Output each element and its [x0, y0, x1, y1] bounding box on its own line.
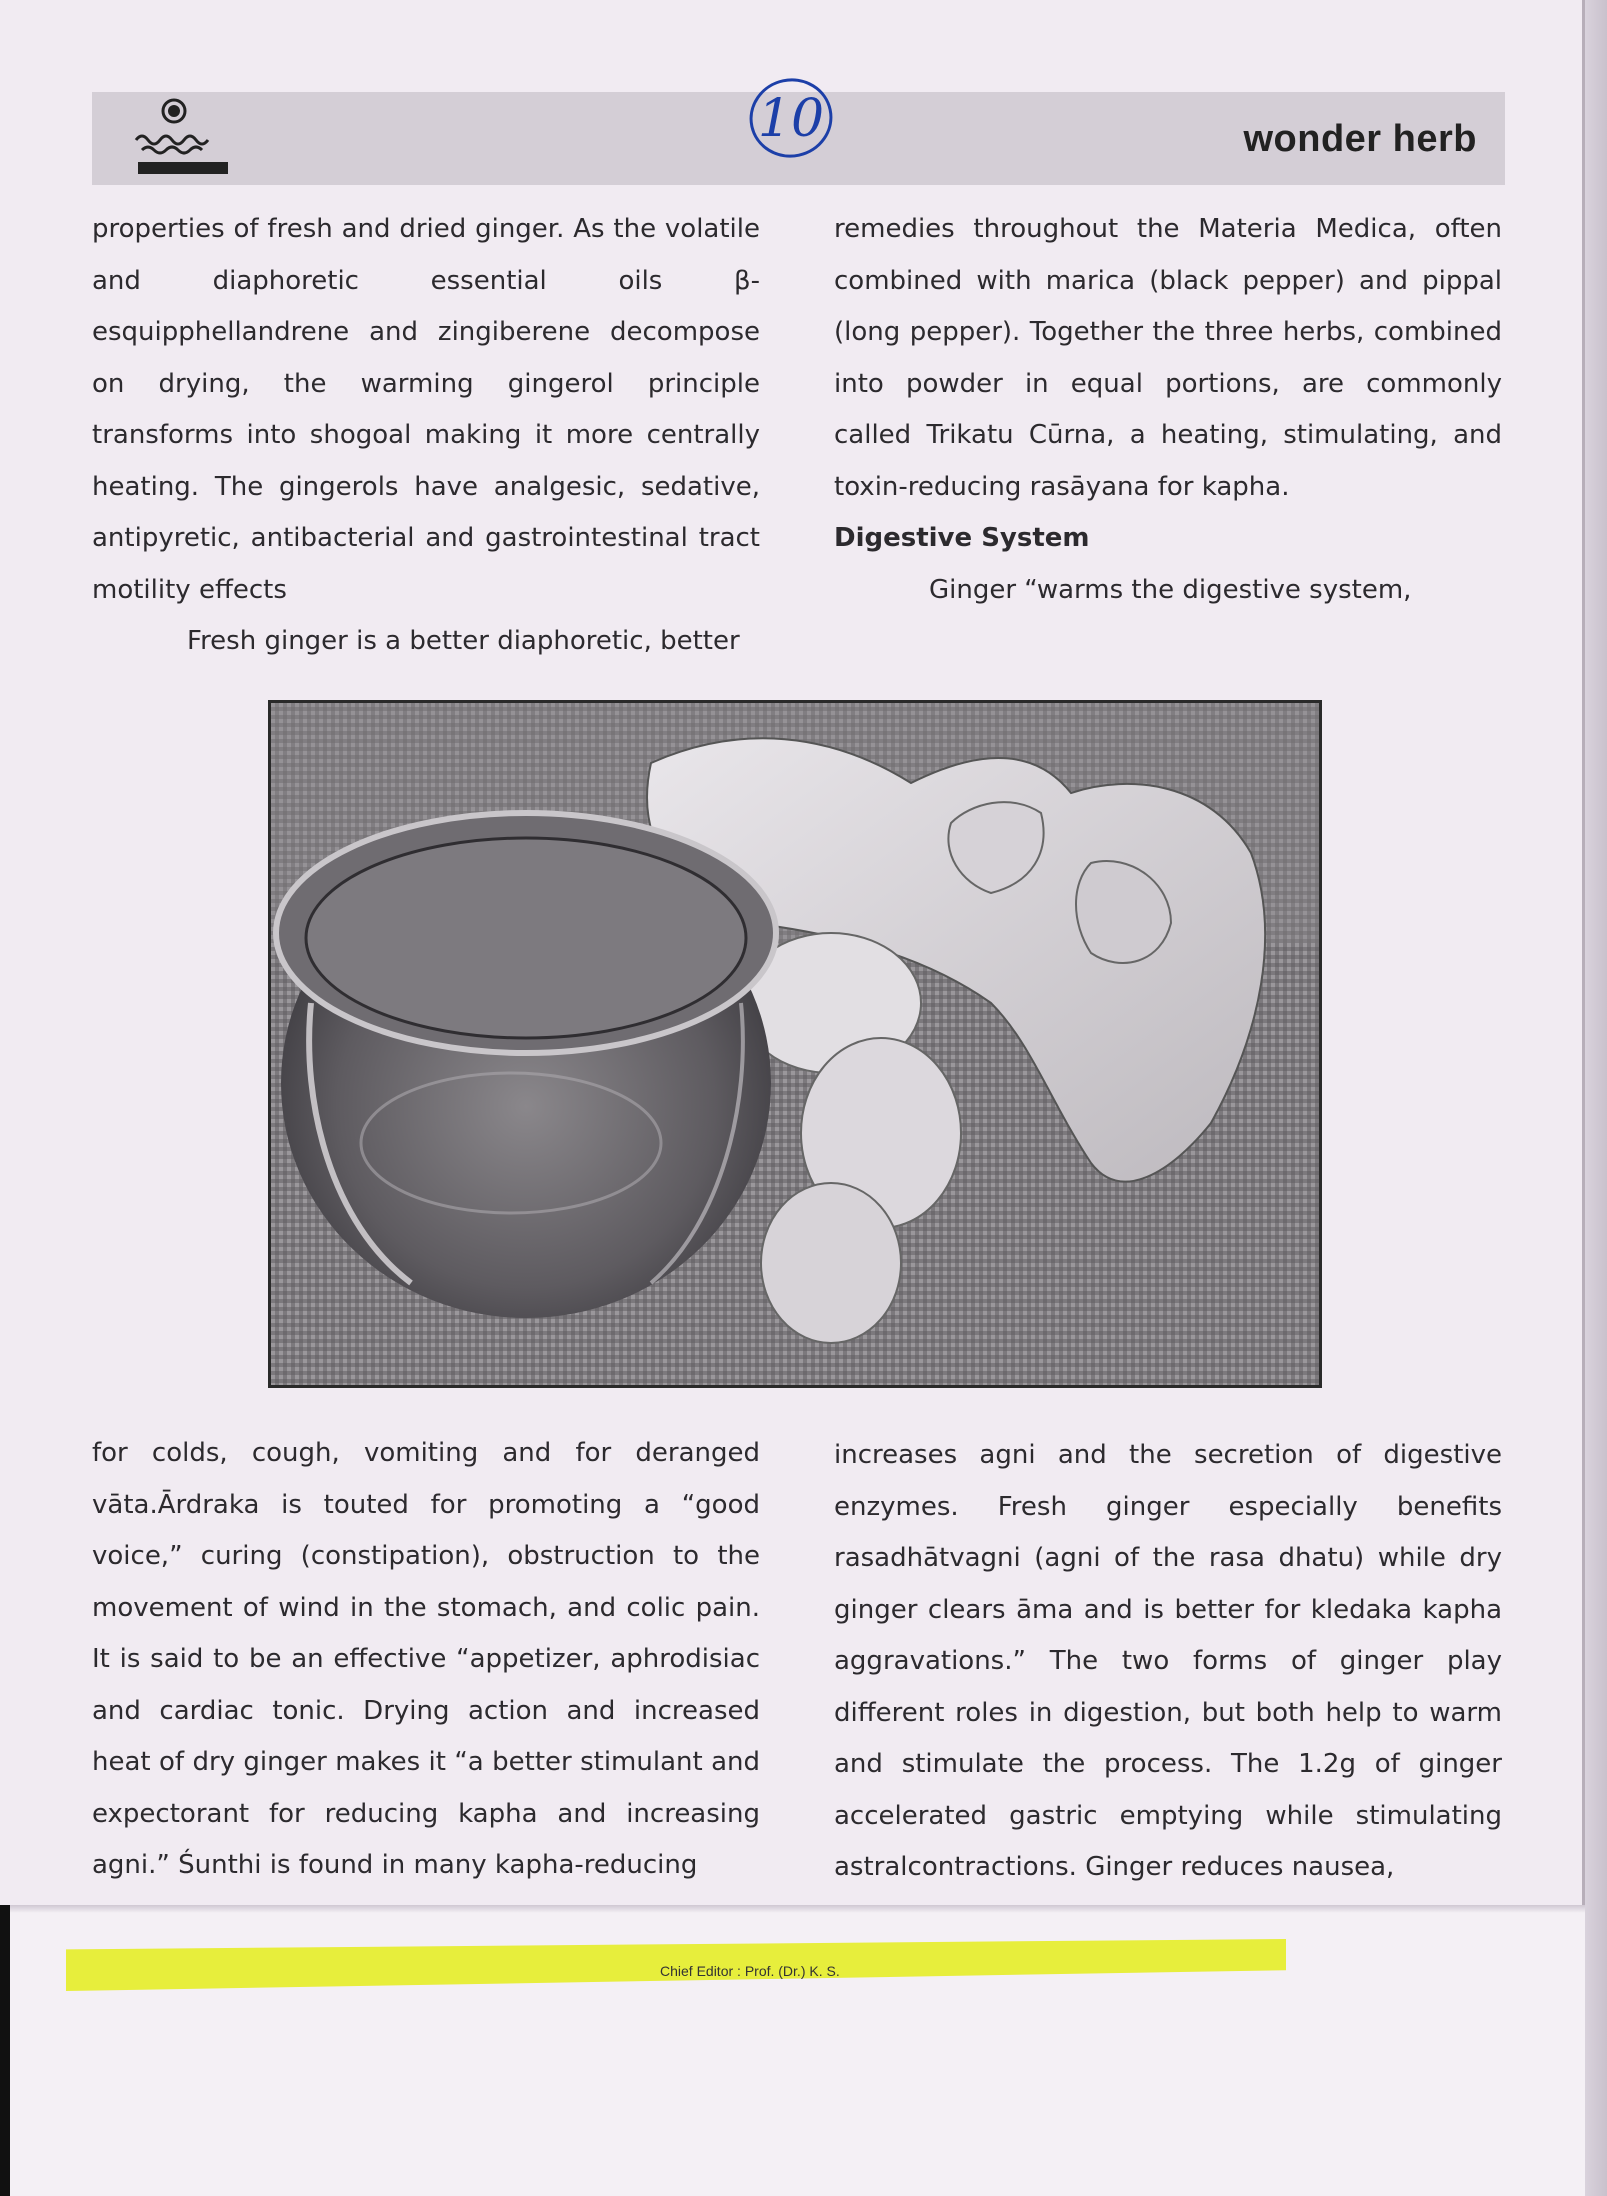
column-top-right — [834, 204, 1502, 616]
footer-partial-text: Chief Editor : Prof. (Dr.) K. S. — [660, 1963, 840, 1979]
section-heading: Digestive System — [834, 523, 1090, 553]
scan-dark-edge — [0, 1905, 10, 2196]
paragraph: Ginger “warms the digestive system, — [929, 574, 1412, 605]
column-top-left — [92, 204, 760, 668]
paragraph: for colds, cough, vomiting and for deranged vāta.Ārdraka is touted for promoting a “good voice,” curing (constipation), obstruction to the movement of wind in the stomach, and colic pain. It is said to be an effective “appetizer, aphrodisiac and cardiac tonic. Drying action and increased heat of dry ginger makes it “a better stimulant and expectorant for reducing kapha and increasing agni.” Śunthi is found in many kapha-reducing — [92, 1438, 760, 1880]
paragraph: remedies throughout the Materia Medica, often combined with marica (black pepper) and pippal (long pepper). Together the three herbs, combined into powder in equal portions, are commonly called Trikatu Cūrna, a heating, stimulating, and toxin-reducing rasāyana for kapha. — [834, 214, 1502, 502]
page-bottom-shadow — [0, 1905, 1585, 1913]
section-title: wonder herb — [1243, 118, 1477, 160]
publication-logo-icon — [128, 94, 268, 184]
paragraph: increases agni and the secretion of digestive enzymes. Fresh ginger especially benefits rasadhātvagni (agni of the rasa dhatu) while dry ginger clears āma and is better for kledaka kapha aggravations.” The two forms of ginger play different roles in digestion, but both help to warm and stimulate the process. The 1.2g of ginger accelerated gastric emptying while stimulating astralcontractions. Ginger reduces nausea, — [834, 1440, 1502, 1882]
handwritten-page-number — [736, 56, 846, 166]
column-bottom-right — [834, 1430, 1502, 1894]
ginger-slice — [761, 1183, 901, 1343]
paragraph: Fresh ginger is a better diaphoretic, better — [187, 626, 740, 656]
column-bottom-left — [92, 1428, 760, 1892]
page-number-text: 10 — [757, 89, 825, 149]
ginger-photo — [268, 700, 1322, 1388]
paragraph: properties of fresh and dried ginger. As the volatile and diaphoretic essential oils β-esquipphellandrene and zingiberene decompose on drying, the warming gingerol principle transforms into shogoal making it more centrally heating. The gingerols have analgesic, sedative, antipyretic, antibacterial and gastrointestinal tract motility effects — [92, 214, 760, 605]
page-edge — [1585, 0, 1607, 2196]
